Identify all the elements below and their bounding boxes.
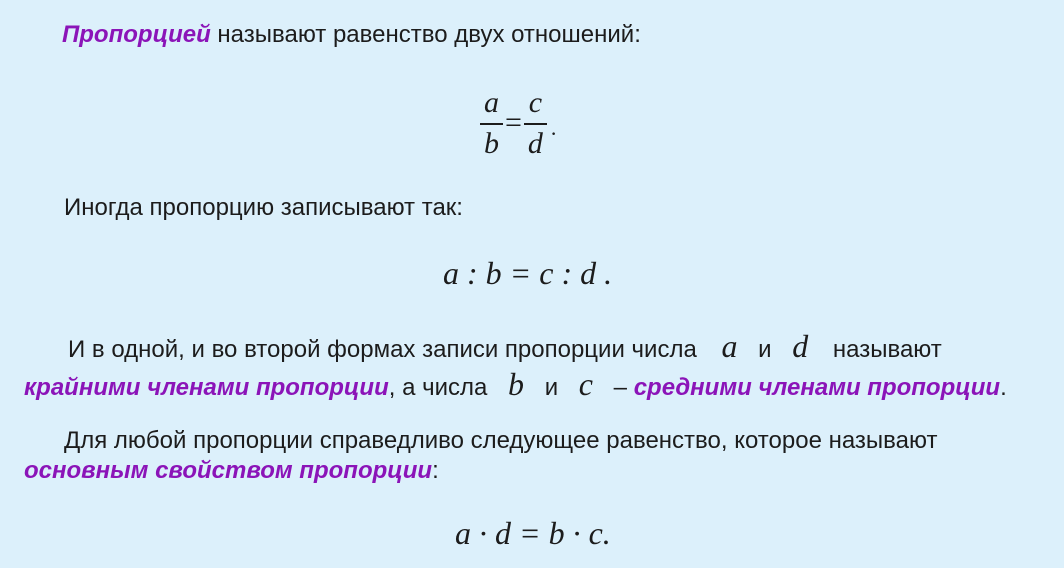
terms-text-2: называют — [832, 336, 942, 363]
term-main-property: основным свойством пропорции — [24, 457, 433, 484]
fraction-formula — [480, 88, 556, 159]
denominator-b: b — [484, 126, 499, 160]
dash: – — [613, 374, 628, 401]
definition-text: называют равенство двух отношений: — [210, 21, 641, 48]
and-word: и — [544, 374, 559, 401]
terms-end: . — [1000, 374, 1007, 401]
ratio-formula: a : b = c : d . — [443, 255, 613, 291]
variable-b: b — [508, 366, 525, 402]
variable-d: d — [792, 328, 809, 364]
term-proportion: Пропорцией — [62, 21, 211, 48]
property-paragraph-line2 — [24, 457, 439, 485]
variable-a: a — [721, 328, 738, 364]
terms-paragraph-line2 — [24, 366, 1007, 402]
terms-paragraph-line1 — [68, 328, 942, 364]
main-property-formula: a · d = b · c. — [455, 515, 611, 551]
terms-mid-text: , а числа — [388, 374, 488, 401]
property-paragraph-line1: Для любой пропорции справедливо следующее равенство, которое называют — [64, 427, 938, 454]
denominator-d: d — [527, 126, 543, 160]
variable-c: c — [578, 366, 593, 402]
definition-paragraph — [62, 21, 641, 49]
fraction-bar — [480, 123, 503, 125]
fraction-c-d — [524, 88, 547, 159]
property-colon: : — [432, 457, 439, 484]
equals-sign: = — [505, 106, 522, 140]
fraction-a-b — [480, 88, 503, 159]
numerator-a: a — [484, 86, 499, 119]
alt-notation-paragraph: Иногда пропорцию записывают так: — [64, 194, 463, 221]
and-word: и — [758, 336, 772, 363]
term-extreme-members: крайними членами пропорции — [24, 374, 389, 401]
fraction-bar — [524, 123, 547, 125]
terms-text-1: И в одной, и во второй формах записи пропорции числа — [68, 336, 697, 363]
numerator-c: c — [528, 86, 543, 119]
term-middle-members: средними членами пропорции — [633, 374, 1001, 401]
formula-period: . — [550, 115, 557, 141]
